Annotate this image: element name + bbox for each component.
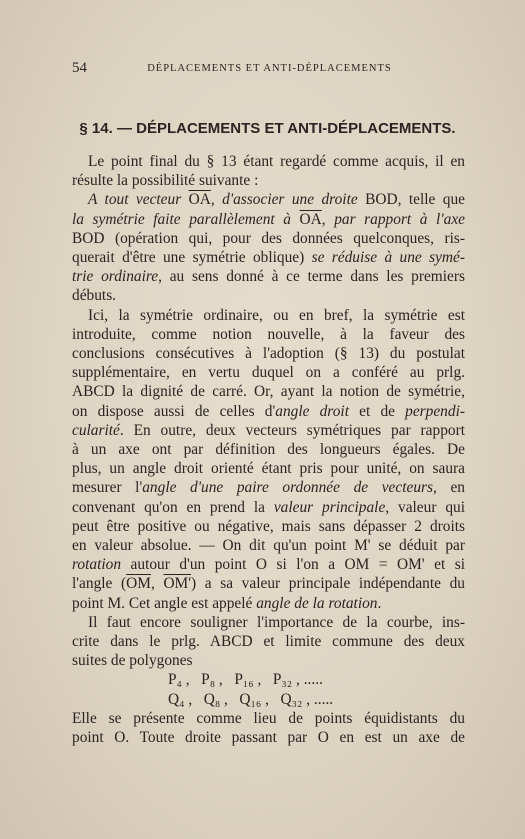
text-line: [72, 690, 465, 709]
text-line: [72, 517, 465, 536]
text-segment: à un axe ont par définition des longueurs égales. De: [72, 441, 465, 459]
text-line: [72, 478, 465, 497]
text-segment: Ici, la symétrie ordinaire, ou en bref, la symétrie est: [88, 306, 465, 324]
page-number: 54: [72, 60, 87, 76]
text-line: [72, 306, 465, 325]
text-segment: trie ordinaire: [72, 268, 159, 286]
text-segment: A tout vecteur: [88, 191, 189, 209]
text-line: [72, 152, 465, 171]
text-line: [72, 651, 465, 670]
text-line: [72, 498, 465, 517]
text-line: [72, 594, 465, 613]
text-segment: et de: [348, 402, 406, 420]
text-segment: on dispose aussi de celles d': [72, 402, 276, 420]
text-segment: valeur principale,: [273, 498, 390, 516]
text-segment: Elle se présente comme lieu de points équidistants du: [72, 709, 465, 727]
text-segment: conclusions consécutives à l'adoption (§ 13) du postulat: [72, 345, 465, 363]
text-segment: , d'associer une droite: [210, 191, 366, 209]
text-line: [72, 402, 465, 421]
text-line: [72, 421, 465, 440]
section-heading: § 14. — DÉPLACEMENTS ET ANTI-DÉPLACEMENTS.: [79, 120, 456, 137]
text-segment: Il faut encore souligner l'importance de la courbe, ins-: [88, 613, 465, 631]
text-line: [72, 670, 465, 689]
text-segment: querait d'être une symétrie oblique): [72, 249, 312, 267]
text-line: [72, 190, 465, 209]
text-segment: OM': [163, 575, 192, 593]
running-title: DÉPLACEMENTS ET ANTI-DÉPLACEMENTS: [147, 63, 392, 74]
body-text: [72, 152, 465, 747]
text-line: [72, 574, 465, 593]
page-header: [72, 60, 467, 80]
text-segment: valeur qui: [389, 498, 465, 516]
text-segment: suites de polygones: [72, 652, 193, 670]
text-segment: angle d'une paire ordonnée de vecteurs: [142, 479, 433, 497]
text-segment: Le point final du § 13 étant regardé comme acquis, il en: [88, 153, 465, 170]
text-line: [72, 286, 465, 305]
text-line: [72, 613, 465, 632]
text-segment: $\overline{OA}$: [188, 191, 211, 209]
text-segment: autour d'un point O si l'on a OM = OM' et si: [121, 556, 465, 574]
text-line: [72, 171, 465, 190]
text-segment: Q₄ , Q₈ , Q₁₆ , Q₃₂ , .....: [168, 690, 334, 708]
text-segment: point O. Toute droite passant par O en est un axe de: [72, 729, 465, 747]
text-segment: convenant qu'on en prend la: [72, 498, 274, 516]
text-segment: ) a sa valeur principale indépendante du: [191, 575, 465, 593]
text-segment: rotation: [72, 556, 122, 574]
text-line: [72, 536, 465, 555]
text-line: [72, 344, 465, 363]
text-segment: ,: [150, 575, 164, 593]
text-segment: angle droit: [275, 402, 349, 420]
text-line: [72, 440, 465, 459]
text-line: [72, 382, 465, 401]
text-line: [72, 728, 465, 747]
text-segment: point M. Cet angle est appelé: [72, 594, 257, 612]
text-segment: l'angle (: [72, 575, 127, 593]
text-segment: plus, un angle droit orienté étant pris pour unité, on saura: [72, 460, 465, 478]
text-segment: BOD (opération qui, pour des données quelconques, ris-: [72, 229, 465, 247]
text-segment: $\overline{OA}$: [299, 210, 322, 228]
text-segment: perpendi-: [405, 402, 465, 420]
text-segment: la symétrie faite parallèlement à: [72, 210, 300, 228]
text-segment: , en: [433, 479, 465, 497]
text-segment: ABCD la dignité de carré. Or, ayant la notion de symétrie,: [72, 383, 465, 401]
text-segment: .: [377, 594, 382, 612]
text-segment: cularité: [72, 421, 120, 439]
text-segment: $\overline{OM}$: [126, 575, 151, 593]
text-segment: . En outre, deux vecteurs symétriques par rapport: [119, 421, 465, 439]
text-segment: P₄ , P₈ , P₁₆ , P₃₂ , .....: [168, 671, 323, 689]
text-segment: , par rapport à l'axe: [321, 210, 465, 228]
text-segment: mesurer l': [72, 479, 143, 497]
text-line: [72, 210, 465, 229]
text-segment: peut être positive ou négative, mais sans dépasser 2 droits: [72, 517, 465, 535]
text-line: [72, 267, 465, 286]
text-segment: débuts.: [72, 287, 117, 305]
text-segment: BOD, telle que: [365, 191, 465, 209]
text-segment: résulte la possibilité suivante :: [72, 172, 259, 190]
text-segment: crite dans le prlg. ABCD et limite commune des deux: [72, 633, 465, 651]
text-segment: , au sens donné à ce terme dans les premiers: [158, 268, 465, 286]
text-line: [72, 555, 465, 574]
text-segment: supplémentaire, en vertu duquel on a conféré au prlg.: [72, 364, 465, 382]
text-segment: introduite, comme notion nouvelle, à la faveur des: [72, 325, 465, 343]
text-segment: angle de la rotation: [256, 594, 378, 612]
text-line: [72, 363, 465, 382]
text-line: [72, 229, 465, 248]
text-line: [72, 632, 465, 651]
text-line: [72, 709, 465, 728]
text-segment: en valeur absolue. — On dit qu'un point M' se déduit par: [72, 537, 465, 555]
text-line: [72, 325, 465, 344]
text-line: [72, 459, 465, 478]
text-line: [72, 248, 465, 267]
text-segment: se réduise à une symé-: [311, 249, 465, 267]
